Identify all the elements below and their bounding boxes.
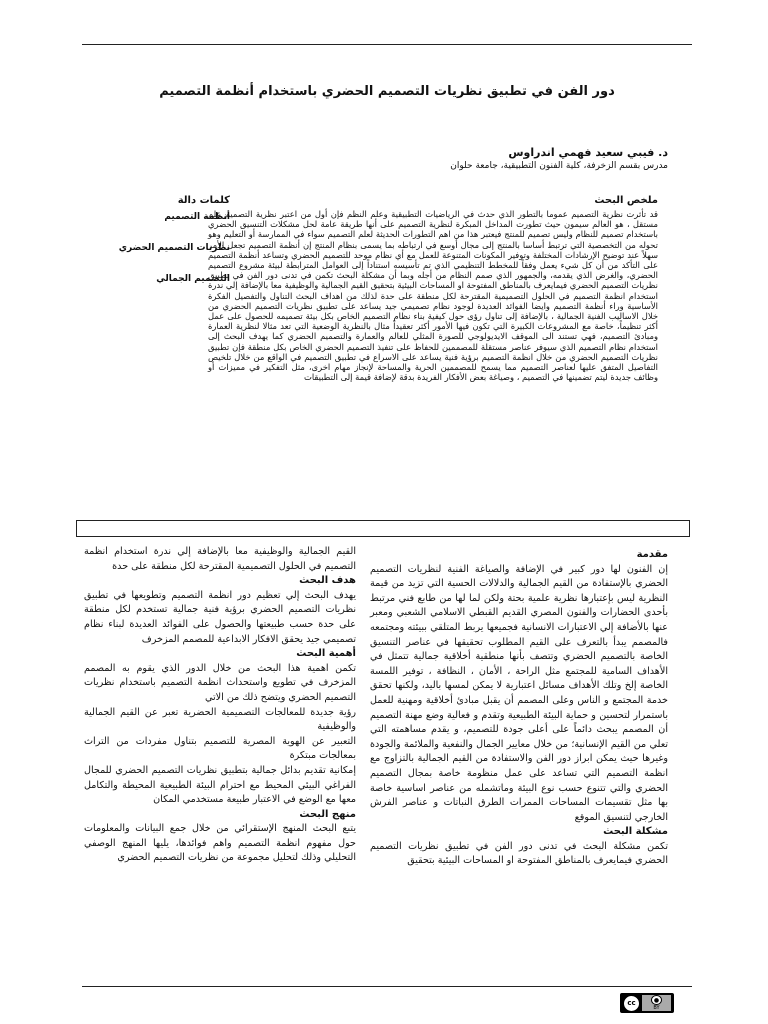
keyword-item: أنظمة التصميم	[164, 212, 230, 222]
person-icon: ●	[651, 995, 662, 1005]
bottom-rule	[82, 986, 692, 987]
keywords-heading: كلمات دالة	[177, 195, 230, 206]
paper-title: دور الفن في تطبيق نظريات التصميم الحضري باستخدام أنظمة التصميم	[159, 84, 615, 99]
continued-text: القيم الجمالية والوظيفية معا بالإضافة إلي ندرة استخدام انظمة التصميم في الحلول التصميمية المقترحة لكل منطقة على حدة	[84, 546, 356, 572]
author-affiliation: مدرس بقسم الزخرفة، كلية الفنون التطبيقية، جامعة حلوان	[450, 161, 668, 171]
cc-icon: cc	[623, 995, 640, 1012]
goal-text: يهدف البحث إلي تعظيم دور انظمة التصميم وتطويعها في تطبيق نظريات التصميم الحضري برؤية فنية جمالية تستخدم لكل منطقة على حدة حسب طبيعتها والحصول على الفوائد العديدة لبناء نظام تصميمي جيد يحقق الافكار الابداعية للمصمم المزخرف	[84, 589, 356, 645]
importance-heading: أهمية البحث	[296, 648, 356, 660]
abstract-heading: ملخص البحث	[594, 195, 658, 206]
importance-point: رؤية جديدة للمعالجات التصميمية الحضرية تعبر عن القيم الجمالية والوظيفية	[84, 706, 356, 733]
author-name: د. فيبي سعيد فهمي اندراوس	[508, 146, 668, 159]
problem-heading: مشكلة البحث	[603, 826, 668, 838]
goal-heading: هدف البحث	[299, 575, 356, 587]
importance-point: إمكانية تقديم بدائل جمالية بتطبيق نظريات التصميم الحضري للمجال الفراغي البيئي المحيط مع احترام البيئة الطبيعية المحيطة والتكامل معها مع الوضع في الاعتبار طبيعة مستخدمي المكان	[84, 764, 356, 806]
problem-text: تكمن مشكلة البحث في تدنى دور الفن في تطبيق نظريات التصميم الحضري فيمايعرف بالمناطق المفتوحة او المساحات البيئية بتحقيق	[370, 840, 668, 867]
intro-heading: مقدمة	[636, 549, 668, 560]
cc-license-badge[interactable]	[620, 993, 674, 1013]
keyword-item: التصميم الجمالي	[156, 274, 230, 284]
method-heading: منهج البحث	[299, 808, 356, 820]
by-badge	[642, 995, 671, 1011]
right-column	[370, 548, 668, 869]
importance-intro: تكمن اهمية هذا البحث من خلال الدور الذي يقوم به المصمم المزخرف في تطويع واستحداث انظمة التصميم باستخدام نظريات التصميم الحضري ويتضح ذلك من الاتي	[84, 662, 356, 703]
separator-box	[76, 520, 690, 537]
top-rule	[82, 44, 692, 45]
by-label: BY	[653, 1005, 660, 1011]
keyword-item: نظريات التصميم الحضري	[118, 243, 230, 253]
abstract-text: قد تأثرت نظرية التصميم عموما بالتطور الذي حدث في الرياضيات التطبيقية وعلم النظم فإن أول من اعتبر نظرية التصميم علم مستقل ، هو العالم سيمون حيث تطورت المداخل المبكرة لنظرية التصميم على أنها طريقة عامة لحل مشكلات التنسيق الحضري باستخدام تصميم للنظام وليس تصميم للمنتج فيعتبر هذا من اهم التطورات الحديثة لعلم التصميم سواء في الممارسة أو التعليم وهو تحوله من التخصصية التي ترتبط أساسا بالمنتج إلى مجال أوسع في ارتباطه بما يسمى بنظام المنتج إن أنظمة التصميم تجعل الأمر سهلاً عند توضيح الإرشادات المختلفة وتوفير المكونات المتنوعة للعمل مع أي نظام موحد للتصميم الحضري وتساعد أنظمة التصميم على التأكد من أن كل شيء يعمل وفقاً للمخطط التنظيمي الذي تم تأسيسه استناداً إلى العوامل المترابطة لبيئة مشروع التصميم الحضري، والغرض الذي يقدمه، والجمهور الذي صمم النظام من أجله وبما أن مشكلة البحث تكمن في تدنى دور الفن في تطبيق نظريات التصميم الحضري فيمايعرف بالمناطق المفتوحة او المساحات البيئية بتحقيق القيم الجمالية والوظيفية معا بالإضافة إلي ندرة استخدام انظمة التصميم في الحلول التصميمية المقترحة لكل منطقة على حدة لذلك من اهداف البحث التناول والتفصيل الفكرة الأساسية وراء أنظمة التصميم وايضا الفوائد العديدة لوجود نظام تصميمي جيد يساعد على تطبيق نظريات التصميم الحضري من خلال الاساليب الفنية الجمالية ، بالإضافة إلى تناول رؤى حول كيفية بناء نظام التصميم الخاص بكل بيئة تصميمه للحصول على عمل أكثر تنظيماً، خاصة مع المشروعات الكبيرة التي تكون فيها الأمور أكثر تعقيداً مثال بالنظرية الوضعية التي تعد مثالا لنظرية العمارة ومبادئ التصميم، فهي تستند الى الموقف الايديولوجي للصورة المثلي للعالم والعمارة والتصميم الحضري كما يهدف البحث إلى استخدام نظام التصميم الذي سيوفر عناصر مستقلة للمصممين للحفاظ على تنفيذ التصميم الحضري الخاص بكل منطقة فإن تطبيق نظريات التصميم الحضري من خلال انظمة التصميم برؤية فنية يساعد على الاسراع في تطبيق التصميم في الواقع من خلال تلخيص التفاصيل المتفق عليها لعناصر التصميم مما يسمح للمصممين الحرية والمساحة لإنجاز مهام اخرى، مثل التفكير في مميزات أو وظائف جديدة ليتم تضمينها في التصميم ، وصياغة بعض الأفكار الفريدة بدقة لإضافة قيمة إلى التطبيقات	[208, 209, 658, 383]
abstract-body	[208, 209, 658, 382]
left-column	[84, 545, 356, 866]
method-text: يتبع البحث المنهج الإستقرائي من خلال جمع البيانات والمعلومات حول مفهوم انظمة التصميم واهم فوائدها، يليها المنهج الوصفي التحليلي وذلك لتحليل مجموعة من نظريات التصميم الحضري	[84, 823, 356, 864]
intro-text: إن الفنون لها دور كبير في الإضافة والصياغة الفنية لنظريات التصميم الحضري بالإستفادة من القيم الجمالية والدلالات الحسية التي تزيد من قيمة النظرية ليس بإعتبارها نظرية علمية بحتة ولكن لما لها من طابع فني مرتبط بأحدى الحضارات والفنون المصري القديم القبطي الاسلامي الشعبي ومعبر عنها بالأضافة إلي الاعتبارات الانسانية فجميعها يربط المتلقي ببيئته ومجتمعه فالمصمم يبدأ بالتعرف على القيم المطلوب تحقيقها في عناصر التنسيق الخاصة بالتصميم الحضري وتتصف بأنها منطقية أخلاقية جمالية تتمثل في الأهداف السامية للمجتمع مثل الراحة ، الأمان ، النظافة ، توفير اللمسة الخاصة إلخ وتلك الأهداف مسائل اعتبارية لا يمكن لمسها باليد، ولكنها تحقق خدمة المجتمع و الناس وعلى المصمم أن يقبل مبادئ أخلاقية ومهنية للعمل باستمرار لتحسين و حماية البيئة الطبيعية وتقدم و فعالية وضع مهنة التصميم أن المصمم يبحث دائماً على أعلى جودة للتصميم، و يقدم مساهمته التي تعلي من القيم الإنسانية؛ من خلال معايير الجمال والنفعية والملائمة والجودة وغيرها حيث يمكن ابراز دور الفن والاستفادة من القيم الجمالية بالتزاوج مع انظمة التصميم التي تساعد على عمل منظومة خاصة بمجال التصميم الحضري والتي تتنوع حسب نوع البيئة وماتشمله من عناصر اساسية خاصة بها مثل تقسيمات المساحات الممرات الطرق النباتات و عناصر الفرش الخارجي لتنسيق الموقع	[370, 563, 668, 823]
importance-point: التعبير عن الهوية المصرية للتصميم بتناول مفردات من التراث بمعالجات مبتكرة	[84, 735, 356, 762]
